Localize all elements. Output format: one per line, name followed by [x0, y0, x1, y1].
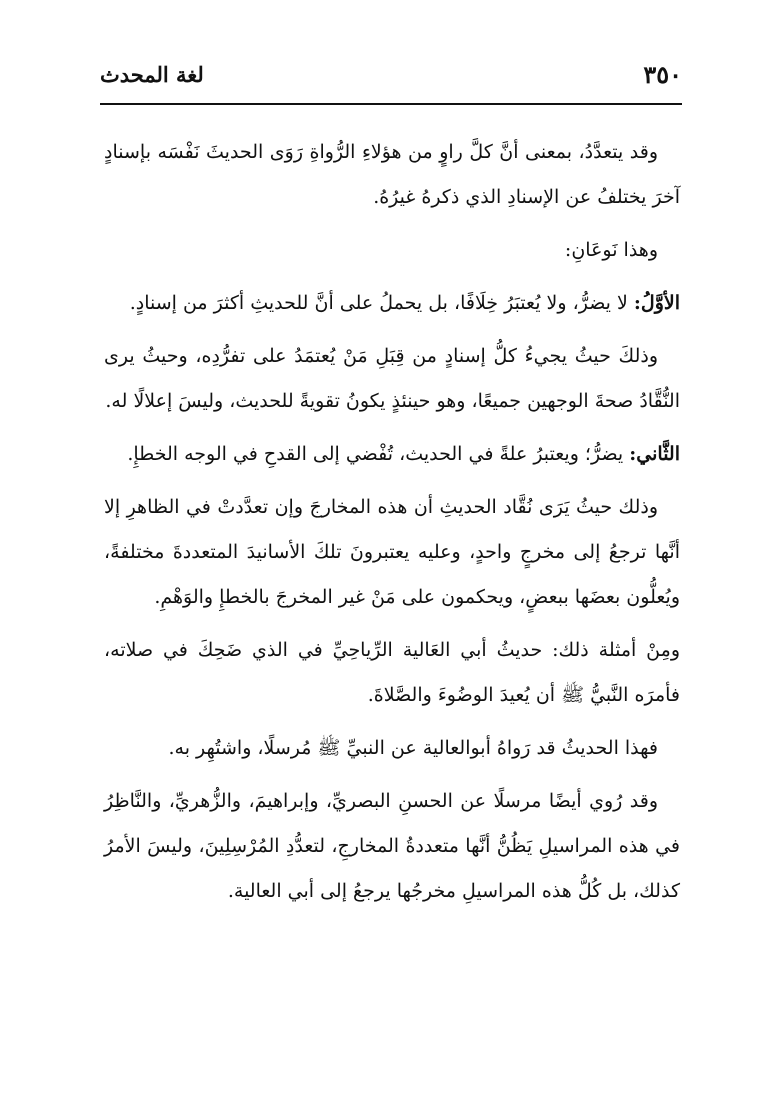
page-header [100, 56, 682, 100]
paragraph-text: فهذا الحديثُ قد رَواهُ أبوالعالية عن النبيِّ ﷺ مُرسلًا، واشتُهِر به. [168, 737, 658, 759]
paragraph-8 [104, 726, 680, 771]
paragraph-text: وهذا نَوعَانِ: [564, 239, 658, 261]
paragraph-4 [104, 334, 680, 424]
paragraph-text: وذلكَ حيثُ يجيءُ كلُّ إسنادٍ من قِبَلِ مَنْ يُعتمَدُ على تفرُّدِه، وحيثُ يرى النُّقَّادُ صحةَ الوجهين جميعًا، وهو حينئذٍ يكونُ تقويةً للحديث، وليسَ إعلالًا له. [104, 345, 680, 412]
paragraph-text: وقد رُوي أيضًا مرسلًا عن الحسنِ البصريِّ، وإبراهيمَ، والزُّهريِّ، والنَّاظِرُ في هذه المراسيلِ يَظُنُّ أنَّها متعددةُ المخارجِ، لتعدُّدِ المُرْسِلِينَ، وليسَ الأمرُ كذلك، بل كُلُّ هذه المراسيلِ مخرجُها يرجعُ إلى أبي العالية. [104, 790, 680, 902]
main-text [104, 130, 680, 922]
paragraph-5 [104, 432, 680, 477]
paragraph-text: ومِنْ أمثلة ذلك: حديثُ أبي العَالية الرِّياحِيِّ في الذي ضَحِكَ في صلاته، فأمرَه النَّبيُّ ﷺ أن يُعيدَ الوضُوءَ والصَّلاةَ. [104, 639, 680, 706]
paragraph-9 [104, 779, 680, 914]
paragraph-7 [104, 628, 680, 718]
paragraph-1 [104, 130, 680, 220]
header-rule [100, 103, 682, 105]
paragraph-3 [104, 281, 680, 326]
paragraph-text: وقد يتعدَّدُ، بمعنى أنَّ كلَّ راوٍ من هؤلاءِ الرُّواةِ رَوَى الحديثَ نَفْسَه بإسنادٍ آخرَ يختلفُ عن الإسنادِ الذي ذكرهُ غيرُهُ. [104, 141, 680, 208]
paragraph-lead: الأوَّلُ: [633, 292, 680, 314]
paragraph-lead: الثَّاني: [629, 443, 680, 465]
running-title: لغة المحدث [100, 62, 204, 87]
paragraph-6 [104, 485, 680, 620]
paragraph-text: وذلك حيثُ يَرَى نُقَّاد الحديثِ أن هذه المخارجَ وإن تعدَّدتْ في الظاهرِ إلا أنَّها ترجعُ إلى مخرجٍ واحدٍ، وعليه يعتبرونَ تلكَ الأسانيدَ المتعددةَ مختلفةً، ويُعلُّون بعضَها ببعضٍ، ويحكمون على مَنْ غير المخرجَ بالخطإِ والوَهْمِ. [104, 496, 680, 608]
paragraph-text: يضرُّ؛ ويعتبرُ علةً في الحديث، تُفْضي إلى القدحِ في الوجه الخطإِ. [127, 443, 630, 465]
paragraph-text: لا يضرُّ، ولا يُعتبَرُ خِلَافًا، بل يحملُ على أنَّ للحديثِ أكثرَ من إسنادٍ. [129, 292, 634, 314]
page-number: ٣٥٠ [643, 60, 682, 89]
paragraph-2 [104, 228, 680, 273]
